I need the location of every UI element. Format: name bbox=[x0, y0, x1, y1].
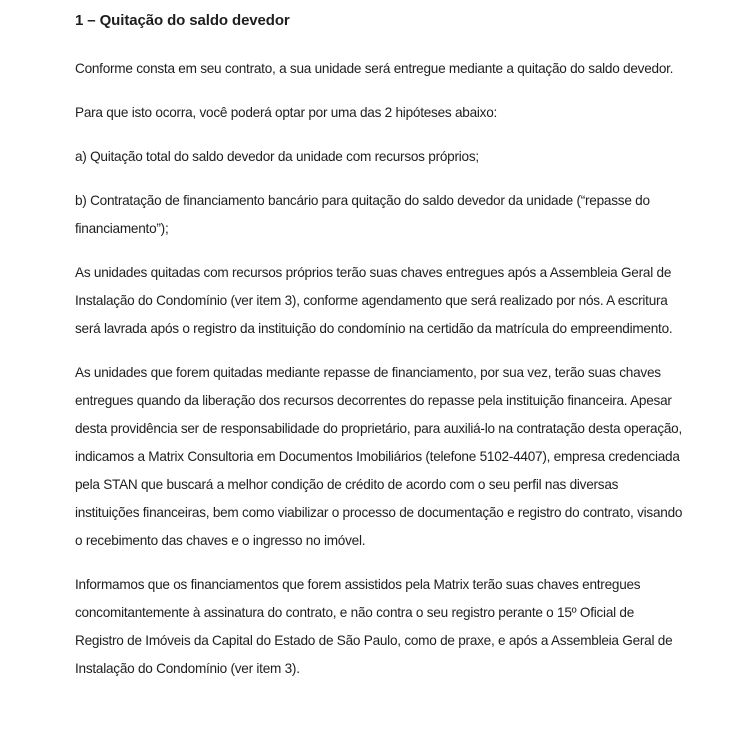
document-body bbox=[75, 10, 685, 699]
paragraph-option-a: a) Quitação total do saldo devedor da unidade com recursos próprios; bbox=[75, 149, 479, 164]
paragraph-financing: As unidades que forem quitadas mediante repasse de financiamento, por sua vez, terão suas chaves entregues quando da liberação dos recursos decorrentes do repasse pela instituição financeira. Apesar desta providência ser de responsabilidade do proprietário, para auxiliá-lo na contratação desta operação, indicamos a Matrix Consultoria em Documentos Imobiliários (telefone 5102-4407), empresa credenciada pela STAN que buscará a melhor condição de crédito de acordo com o seu perfil nas diversas instituições financeiras, bem como viabilizar o processo de documentação e registro do contrato, visando o recebimento das chaves e o ingresso no imóvel. bbox=[75, 365, 683, 548]
paragraph-own-resources: As unidades quitadas com recursos próprios terão suas chaves entregues após a Assembleia Geral de Instalação do Condomínio (ver item 3), conforme agendamento que será realizado por nós. A escritura será lavrada após o registro da instituição do condomínio na certidão da matrícula do empreendimento. bbox=[75, 265, 673, 336]
paragraph-intro: Conforme consta em seu contrato, a sua unidade será entregue mediante a quitação do saldo devedor. bbox=[75, 61, 674, 76]
paragraph-matrix: Informamos que os financiamentos que forem assistidos pela Matrix terão suas chaves entregues concomitantemente à assinatura do contrato, e não contra o seu registro perante o 15º Oficial de Registro de Imóveis da Capital do Estado de São Paulo, como de praxe, e após a Assembleia Geral de Instalação do Condomínio (ver item 3). bbox=[75, 577, 673, 676]
paragraph-options: Para que isto ocorra, você poderá optar por uma das 2 hipóteses abaixo: bbox=[75, 105, 498, 120]
section-heading: 1 – Quitação do saldo devedor bbox=[75, 12, 290, 29]
paragraph-option-b: b) Contratação de financiamento bancário para quitação do saldo devedor da unidade (“repasse do financiamento”); bbox=[75, 193, 650, 236]
